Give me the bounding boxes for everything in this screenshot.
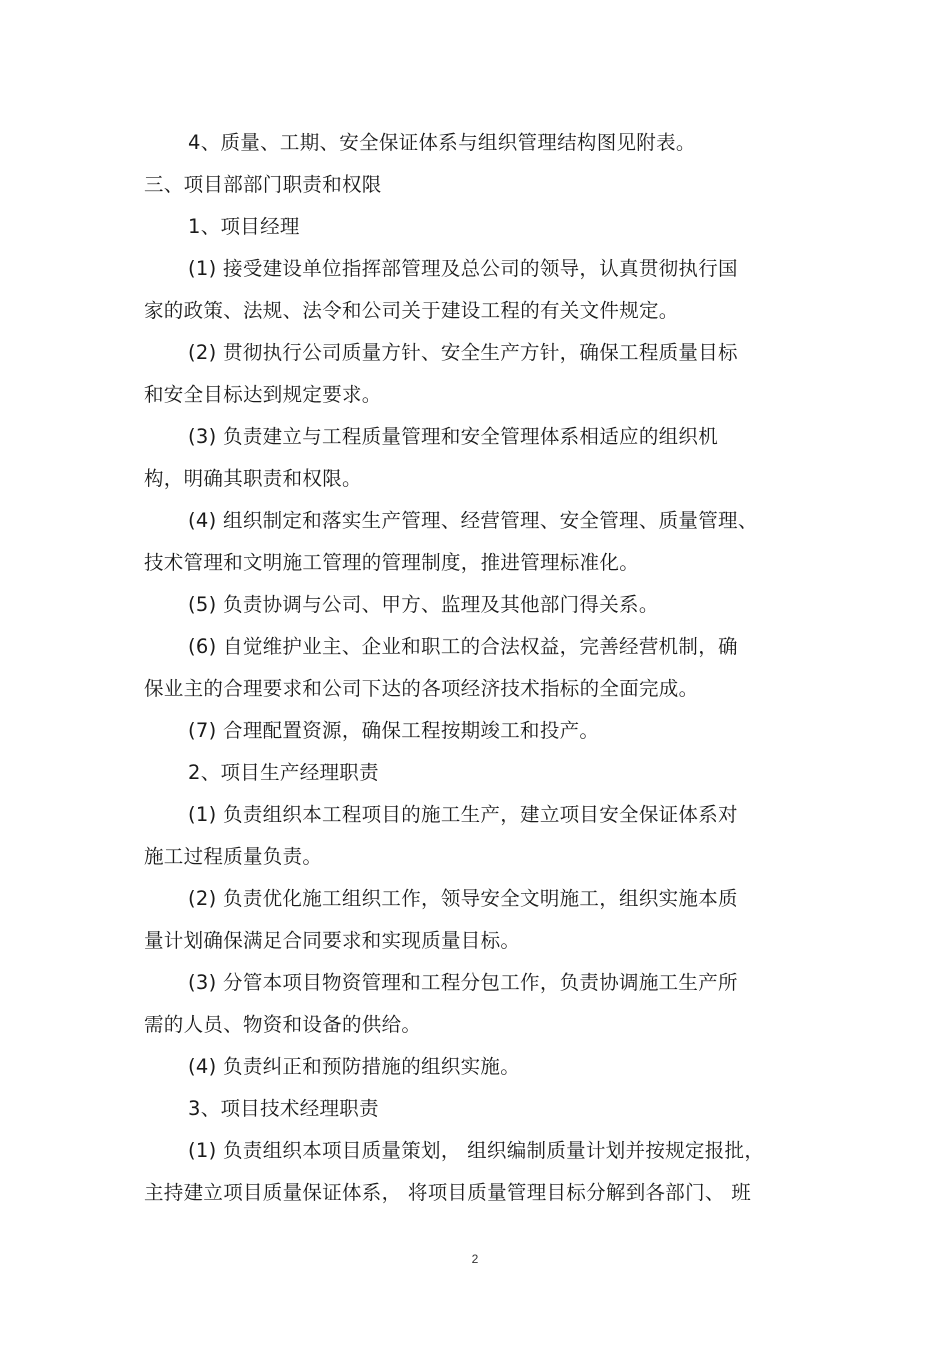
paragraph-line: (1) 接受建设单位指挥部管理及总公司的领导，认真贯彻执行国 bbox=[188, 257, 738, 280]
paragraph-line: 家的政策、法规、法令和公司关于建设工程的有关文件规定。 bbox=[144, 299, 679, 322]
paragraph-line: 构，明确其职责和权限。 bbox=[144, 467, 362, 490]
paragraph-line: 和安全目标达到规定要求。 bbox=[144, 383, 382, 406]
paragraph-line: 量计划确保满足合同要求和实现质量目标。 bbox=[144, 929, 521, 952]
paragraph-line: (4) 负责纠正和预防措施的组织实施。 bbox=[188, 1055, 521, 1078]
subsection-heading: 3、项目技术经理职责 bbox=[188, 1097, 379, 1120]
paragraph-line: (6) 自觉维护业主、企业和职工的合法权益，完善经营机制，确 bbox=[188, 635, 738, 658]
paragraph-line: 4、质量、工期、安全保证体系与组织管理结构图见附表。 bbox=[188, 131, 696, 154]
paragraph-line: (1) 负责组织本项目质量策划， 组织编制质量计划并按规定报批， bbox=[188, 1139, 765, 1162]
subsection-heading: 2、项目生产经理职责 bbox=[188, 761, 379, 784]
paragraph-line: (2) 贯彻执行公司质量方针、安全生产方针，确保工程质量目标 bbox=[188, 341, 738, 364]
paragraph-line: 保业主的合理要求和公司下达的各项经济技术指标的全面完成。 bbox=[144, 677, 699, 700]
paragraph-line: (2) 负责优化施工组织工作，领导安全文明施工，组织实施本质 bbox=[188, 887, 738, 910]
paragraph-line: 施工过程质量负责。 bbox=[144, 845, 323, 868]
paragraph-line: (4) 组织制定和落实生产管理、经营管理、安全管理、质量管理、 bbox=[188, 509, 758, 532]
section-heading: 三、项目部部门职责和权限 bbox=[144, 173, 382, 196]
paragraph-line: 需的人员、物资和设备的供给。 bbox=[144, 1013, 422, 1036]
paragraph-line: (3) 负责建立与工程质量管理和安全管理体系相适应的组织机 bbox=[188, 425, 719, 448]
paragraph-line: (1) 负责组织本工程项目的施工生产，建立项目安全保证体系对 bbox=[188, 803, 738, 826]
paragraph-line: 主持建立项目质量保证体系， 将项目质量管理目标分解到各部门、 班 bbox=[144, 1181, 751, 1204]
paragraph-line: (3) 分管本项目物资管理和工程分包工作，负责协调施工生产所 bbox=[188, 971, 738, 994]
paragraph-line: 技术管理和文明施工管理的管理制度，推进管理标准化。 bbox=[144, 551, 640, 574]
paragraph-line: (5) 负责协调与公司、甲方、监理及其他部门得关系。 bbox=[188, 593, 659, 616]
subsection-heading: 1、项目经理 bbox=[188, 215, 300, 238]
paragraph-line: (7) 合理配置资源，确保工程按期竣工和投产。 bbox=[188, 719, 600, 742]
page-number: 2 bbox=[471, 1252, 479, 1266]
